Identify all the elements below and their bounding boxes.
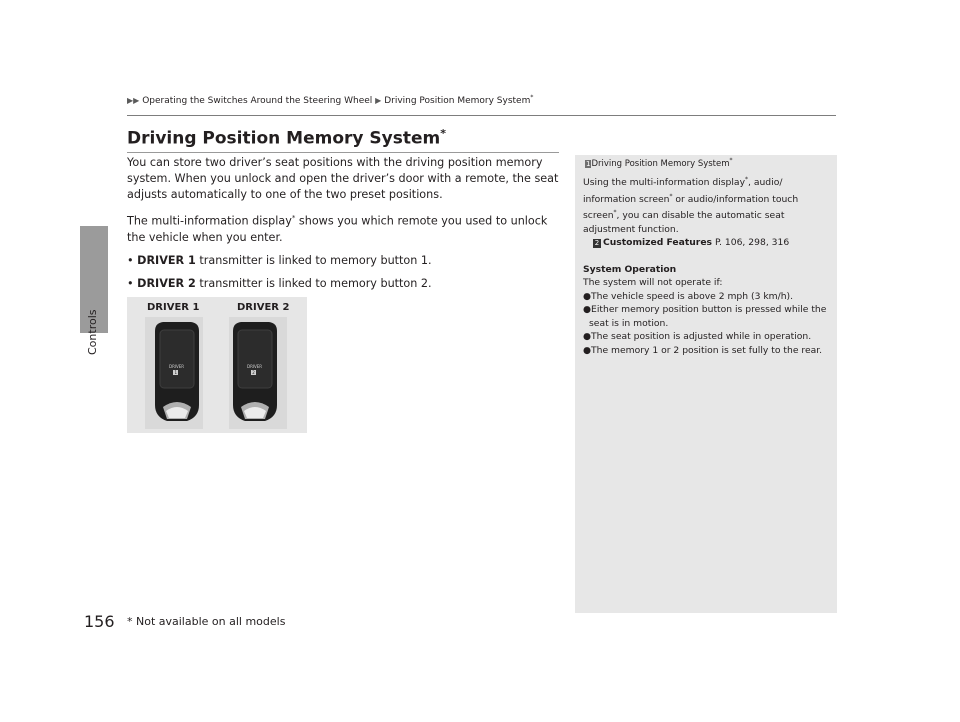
remotes-illustration <box>127 297 307 433</box>
fob-1-text: DRIVER <box>169 364 185 369</box>
system-operation-intro: The system will not operate if: <box>583 277 723 289</box>
label-driver-1: DRIVER 1 <box>147 302 200 313</box>
fob-2-num: 2 <box>252 370 255 376</box>
system-operation-title: System Operation <box>583 263 677 275</box>
reference-arrow-icon: 2 <box>594 239 600 248</box>
breadcrumb <box>127 94 533 106</box>
breadcrumb-star: * <box>530 94 534 101</box>
op-item: ●The vehicle speed is above 2 mph (3 km/h). <box>583 290 794 302</box>
note-line-2: information screen* or audio/information touch <box>583 192 799 205</box>
note-heading: 1Driving Position Memory System* <box>586 157 733 169</box>
title-rule <box>127 152 559 153</box>
fob-1-num: 1 <box>174 370 178 376</box>
note-line-3: screen*, you can disable the automatic seat <box>583 209 785 222</box>
arrow-icon: ▶▶ <box>127 96 140 105</box>
bullet-1: • DRIVER 1 transmitter is linked to memory button 1. <box>127 253 432 267</box>
page-number: 156 <box>84 612 115 631</box>
note-body <box>583 173 833 357</box>
op-item: ●Either memory position button is pressed while the seat is in motion. <box>583 304 827 329</box>
breadcrumb-part2[interactable]: Driving Position Memory System <box>384 96 531 106</box>
para-1: You can store two driver’s seat positions with the driving position memory system. When you unlock and open the driver’s door with a remote, the seat adjusts automatically to one of the two preset positions. <box>127 156 559 201</box>
note-line-1: Using the multi-information display*, audio/ <box>583 176 783 189</box>
title-text: Driving Position Memory System <box>127 128 441 149</box>
fob-2-text: DRIVER <box>247 364 263 369</box>
op-item: ●The seat position is adjusted while in operation. <box>583 331 812 343</box>
body-text <box>127 155 567 299</box>
note-number: 1 <box>586 159 591 168</box>
bullet-2: • DRIVER 2 transmitter is linked to memory button 2. <box>127 276 432 290</box>
customized-features-link[interactable]: 2 Customized Features P. 106, 298, 316 <box>594 237 790 249</box>
header-rule <box>127 115 836 116</box>
footnote: * Not available on all models <box>127 615 286 628</box>
op-item: ●The memory 1 or 2 position is set fully to the rear. <box>583 344 823 356</box>
side-label: Controls <box>86 309 99 355</box>
note-line-4: adjustment function. <box>583 223 679 235</box>
title-star: * <box>440 127 446 140</box>
para-2: The multi-information display* shows you which remote you used to unlock the vehicle when you enter. <box>127 214 548 244</box>
label-driver-2: DRIVER 2 <box>237 302 290 313</box>
page-title <box>127 127 446 149</box>
remote-fob-2-icon <box>233 322 277 421</box>
arrow-icon: ▶ <box>375 96 382 105</box>
remote-figure <box>127 297 307 433</box>
breadcrumb-part1[interactable]: Operating the Switches Around the Steering Wheel <box>142 96 373 106</box>
remote-fob-1-icon <box>155 322 199 421</box>
